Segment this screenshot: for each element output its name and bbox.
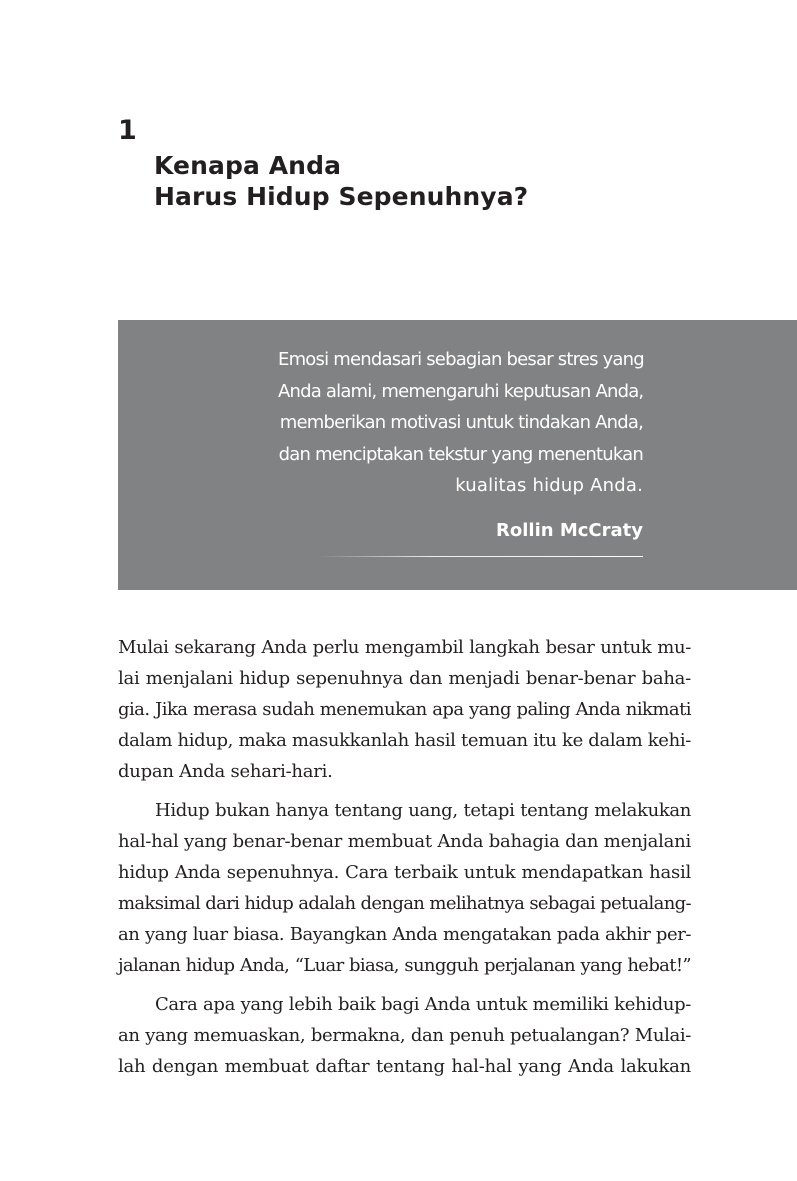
epigraph-quote-line: dan menciptakan tekstur yang menentukan [278, 443, 643, 465]
body-line: lah dengan membuat daftar tentang hal-hal yang Anda lakukan [118, 1056, 691, 1077]
body-line: hal-hal yang benar-benar membuat Anda bahagia dan menjalani [118, 831, 691, 852]
body-line: gia. Jika merasa sudah menemukan apa yang paling Anda nikmati [118, 699, 691, 720]
body-line: hidup Anda sepenuhnya. Cara terbaik untuk mendapatkan hasil [118, 862, 691, 883]
body-line: an yang luar biasa. Bayangkan Anda mengatakan pada akhir per- [118, 924, 691, 945]
epigraph-quote-line: kualitas hidup Anda. [455, 475, 643, 496]
body-text [118, 632, 691, 1090]
body-line: lai menjalani hidup sepenuhnya dan menjadi benar-benar baha- [118, 668, 691, 689]
body-line: an yang memuaskan, bermakna, dan penuh petualangan? Mulai- [118, 1025, 691, 1046]
epigraph-quote-line: Emosi mendasari sebagian besar stres yang [278, 349, 644, 370]
body-line: Hidup bukan hanya tentang uang, tetapi tentang melakukan [155, 800, 691, 821]
body-line: dalam hidup, maka masukkanlah hasil temuan itu ke dalam kehi- [118, 730, 691, 751]
chapter-title-line: Kenapa Anda [154, 151, 342, 180]
epigraph-quote-line: Anda alami, memengaruhi keputusan Anda, [278, 380, 644, 402]
body-paragraph [118, 632, 691, 787]
chapter-title-line: Harus Hidup Sepenuhnya? [154, 182, 529, 211]
body-line: Cara apa yang lebih baik bagi Anda untuk memiliki kehidup- [155, 994, 691, 1015]
body-paragraph [118, 989, 691, 1082]
body-line: Mulai sekarang Anda perlu mengambil langkah besar untuk mu- [118, 637, 691, 658]
epigraph-divider [318, 556, 643, 557]
chapter-title [154, 150, 528, 212]
epigraph-quote-line: memberikan motivasi untuk tindakan Anda, [279, 412, 643, 433]
body-line: maksimal dari hidup adalah dengan melihatnya sebagai petualang- [118, 893, 691, 914]
chapter-number: 1 [118, 115, 137, 146]
body-paragraph [118, 795, 691, 981]
body-line: dupan Anda sehari-hari. [118, 761, 333, 782]
epigraph-quote [278, 344, 643, 502]
epigraph-author: Rollin McCraty [496, 520, 643, 541]
body-line: jalanan hidup Anda, “Luar biasa, sungguh perjalanan yang hebat!” [118, 955, 691, 976]
epigraph-box [118, 320, 797, 590]
